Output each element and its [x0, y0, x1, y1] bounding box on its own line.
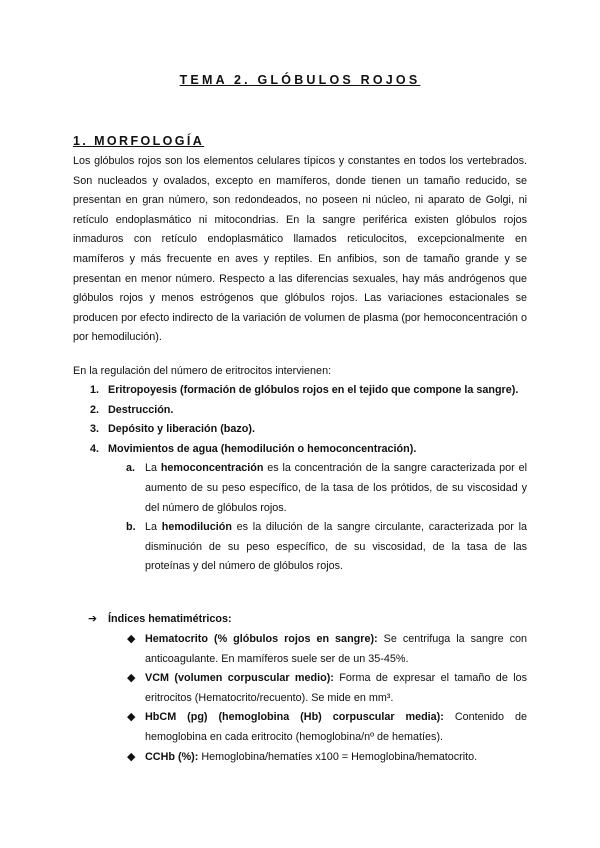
regulation-intro: En la regulación del número de eritrocitos intervienen:	[73, 365, 332, 377]
sublist-letter: a.	[126, 462, 136, 475]
index-text	[145, 630, 527, 669]
index-term: Hematocrito (% glóbulos rojos en sangre):	[145, 633, 378, 645]
list-text: Movimientos de agua (hemodilución o hemoconcentración).	[108, 442, 417, 455]
index-term: CCHb (%):	[145, 750, 199, 763]
list-text: Destrucción.	[108, 403, 174, 416]
list-number: 2.	[90, 403, 100, 416]
list-item	[0, 420, 600, 440]
index-term: VCM (volumen corpuscular medio):	[145, 672, 334, 685]
arrow-icon: ➔	[88, 613, 98, 625]
list-item	[0, 669, 600, 708]
sublist-pre: La	[145, 462, 158, 475]
document-title: TEMA 2. GLÓBULOS ROJOS	[179, 73, 421, 87]
index-body: Forma de expresar el tamaño de los eritrocitos (Hematocrito/recuento). Se mide en mm³.	[145, 672, 528, 704]
list-number: 3.	[90, 423, 100, 436]
list-item	[0, 630, 600, 669]
index-text	[145, 748, 527, 768]
diamond-bullet-icon: ◆	[127, 711, 136, 724]
list-item	[0, 748, 600, 768]
sublist-term: hemodilución	[161, 521, 232, 534]
list-number: 1.	[90, 384, 100, 396]
sublist-text	[145, 459, 527, 518]
index-term: HbCM (pg) (hemoglobina (Hb) corpuscular media):	[145, 711, 444, 724]
sublist-term: hemoconcentración	[160, 462, 264, 475]
indices-heading: Índices hematimétricos:	[108, 613, 232, 625]
diamond-bullet-icon: ◆	[127, 750, 136, 763]
list-number: 4.	[90, 442, 100, 455]
sublist-body: es la dilución de la sangre circulante, caracterizada por la disminución de su peso específico, de su viscosidad, de la tasa de las proteínas y del número de glóbulos rojos.	[145, 521, 528, 573]
index-body: Contenido de hemoglobina en cada eritrocito (hemoglobina/nº de hematíes).	[145, 711, 528, 743]
section-heading-morfologia: 1. MORFOLOGÍA	[73, 134, 205, 148]
indices-list	[0, 630, 600, 767]
index-text	[145, 708, 527, 747]
sublist-pre: La	[145, 521, 158, 534]
index-body: Hemoglobina/hematíes x100 = Hemoglobina/hematocrito.	[201, 750, 478, 763]
morfologia-paragraph: Los glóbulos rojos son los elementos celulares típicos y constantes en todos los vertebrados. Son nucleados y ovalados, excepto en mamíferos, donde tienen un tamaño reducido, se presentan en gran número, son redondeados, no poseen ni núcleo, ni aparato de Golgi, ni retículo endoplasmático ni mitocondrias. En la sangre periférica existen glóbulos rojos inmaduros con retículo endoplasmático llamados reticulocitos, excepcionalmente en mamíferos y más frecuente en aves y reptiles. En anfibios, son de tamaño grande y se presentan en menor número. Respecto a las diferencias sexuales, hay más andrógenos que glóbulos rojos y menos estrógenos que glóbulos rojos. Las variaciones estacionales se producen por efecto indirecto de la variación de volumen de plasma (por hemoconcentración o por hemodilución).	[73, 155, 527, 344]
list-text: Eritropoyesis (formación de glóbulos rojos en el tejido que compone la sangre).	[108, 384, 519, 396]
diamond-bullet-icon: ◆	[127, 672, 136, 685]
list-item	[0, 381, 600, 401]
sublist-body: es la concentración de la sangre caracterizada por el aumento de su peso específico, de la tasa de los prótidos, de su viscosidad y del número de glóbulos rojos.	[145, 462, 527, 514]
index-text	[145, 669, 527, 708]
sublist-item	[0, 518, 600, 577]
index-body: Se centrifuga la sangre con anticoagulante. En mamíferos suele ser de un 35-45%.	[145, 633, 527, 665]
sublist-letter: b.	[126, 521, 136, 534]
list-item	[0, 401, 600, 421]
list-item	[0, 440, 600, 460]
regulation-list	[0, 381, 600, 577]
list-item	[0, 708, 600, 747]
diamond-bullet-icon: ◆	[127, 633, 136, 645]
list-text: Depósito y liberación (bazo).	[108, 423, 255, 436]
sublist-item	[0, 459, 600, 518]
sublist-text	[145, 518, 527, 577]
